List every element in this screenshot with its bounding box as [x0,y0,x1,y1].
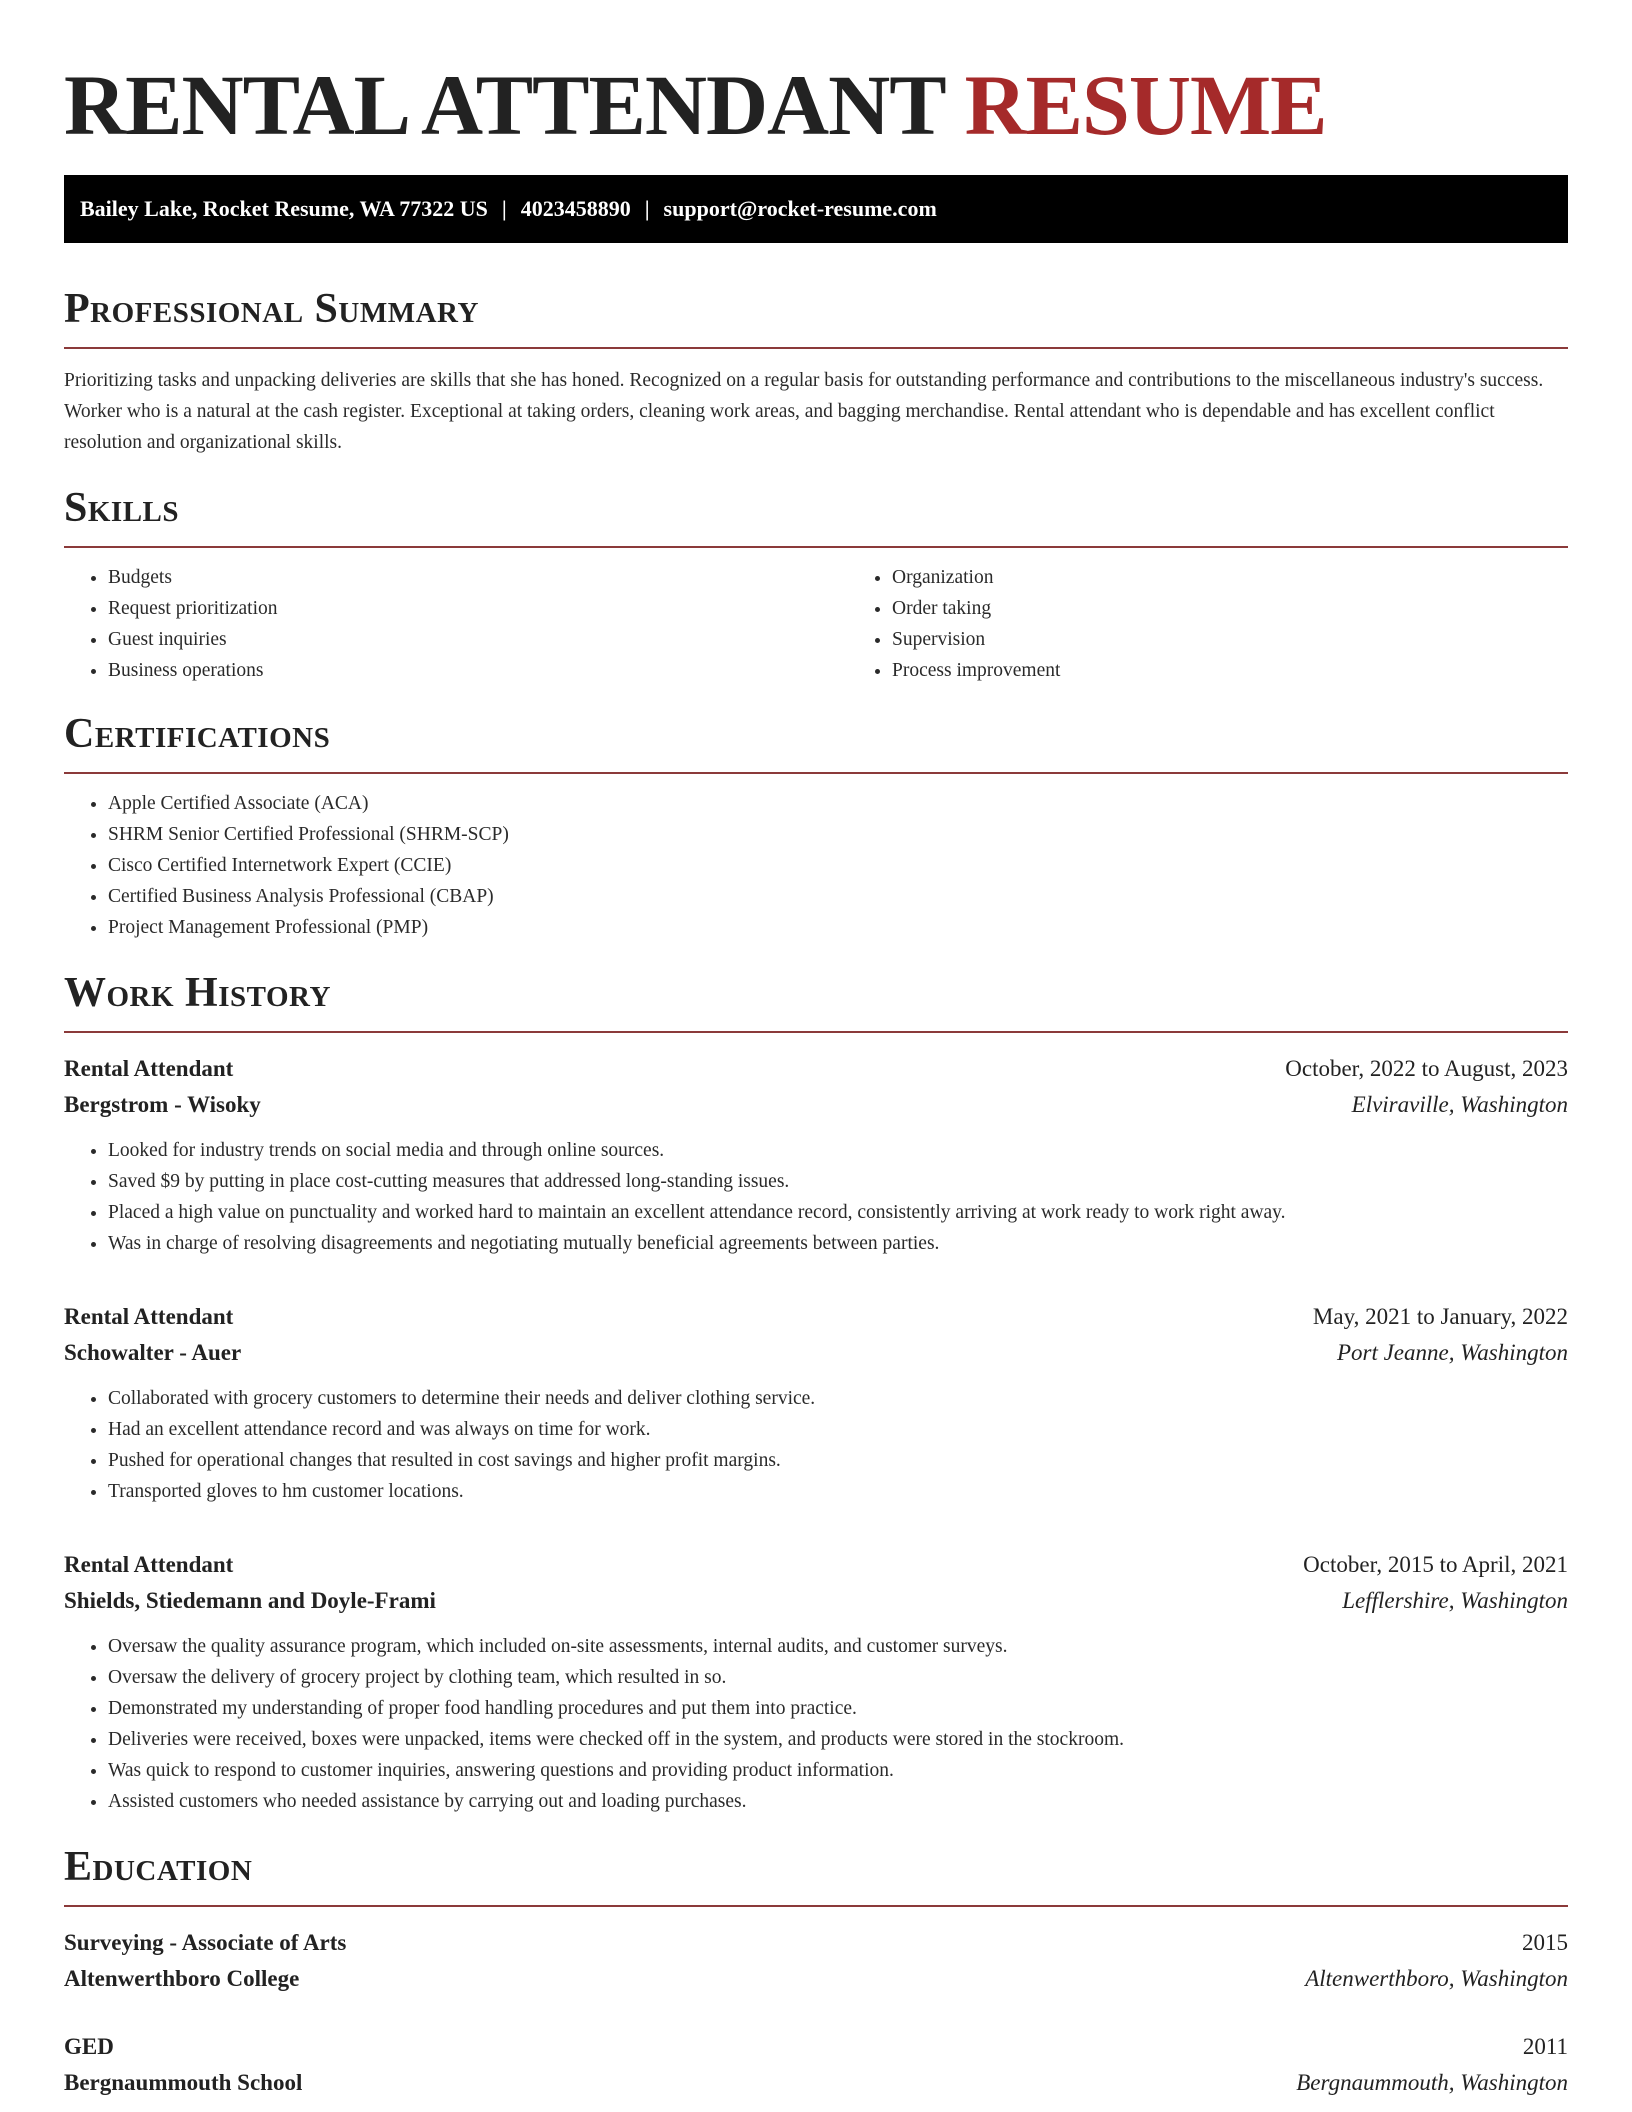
work-history-section [64,969,1568,1817]
education-entry [64,2029,1568,2101]
job-dates: May, 2021 to January, 2022 [1312,1304,1568,1329]
job-bullets [64,1383,1568,1507]
contact-separator: | [644,196,650,221]
job-dates: October, 2022 to August, 2023 [1285,1056,1568,1081]
job-bullet: • Oversaw the quality assurance program, which included on-site assessments, internal audits, and customer surveys. [108,1631,1568,1662]
certification-item: • Certified Business Analysis Professional (CBAP) [108,881,1568,912]
job-bullet: • Pushed for operational changes that resulted in cost savings and higher profit margins. [108,1445,1568,1476]
work-history-heading: Work History [64,969,1568,1033]
job-bullet: • Oversaw the delivery of grocery project by clothing team, which resulted in so. [108,1662,1568,1693]
contact-email[interactable]: support@rocket-resume.com [663,196,937,221]
education-section [64,1843,1568,2101]
education-header [64,2029,1568,2065]
job-bullet: • Assisted customers who needed assistance by carrying out and loading purchases. [108,1786,1568,1817]
certification-item: • Apple Certified Associate (ACA) [108,788,1568,819]
job-location: Elviraville, Washington [1351,1092,1568,1117]
job-entry [64,1299,1568,1507]
job-header [64,1051,1568,1087]
education-degree: GED [64,2034,114,2059]
job-subheader [64,1583,1568,1619]
contact-separator: | [501,196,507,221]
skill-item: • Budgets [108,562,848,593]
certification-item: • Project Management Professional (PMP) [108,912,1568,943]
job-bullet: • Collaborated with grocery customers to determine their needs and deliver clothing service. [108,1383,1568,1414]
job-bullet: • Saved $9 by putting in place cost-cutting measures that addressed long-standing issues. [108,1166,1568,1197]
skills-list-right [848,562,1632,686]
education-subheader [64,1961,1568,1997]
certifications-heading: Certifications [64,710,1568,774]
job-location: Lefflershire, Washington [1342,1588,1568,1613]
skill-item: • Supervision [892,624,1632,655]
certification-item: • SHRM Senior Certified Professional (SHRM-SCP) [108,819,1568,850]
education-school: Altenwerthboro College [64,1966,300,1991]
certifications-section [64,710,1568,943]
job-bullet: • Deliveries were received, boxes were unpacked, items were checked off in the system, and products were stored in the stockroom. [108,1724,1568,1755]
job-bullet: • Transported gloves to hm customer locations. [108,1476,1568,1507]
job-bullet: • Had an excellent attendance record and was always on time for work. [108,1414,1568,1445]
job-entry [64,1051,1568,1259]
job-company: Shields, Stiedemann and Doyle-Frami [64,1588,436,1613]
job-company: Schowalter - Auer [64,1340,242,1365]
job-title: Rental Attendant [64,1552,234,1577]
skill-item: • Business operations [108,655,848,686]
certifications-list [64,788,1568,943]
skill-item: • Request prioritization [108,593,848,624]
education-year: 2011 [1522,2034,1568,2059]
job-bullet: • Was in charge of resolving disagreements and negotiating mutually beneficial agreements between parties. [108,1228,1568,1259]
job-bullets [64,1631,1568,1817]
education-school: Bergnaummouth School [64,2070,303,2095]
job-bullet: • Was quick to respond to customer inquiries, answering questions and providing product information. [108,1755,1568,1786]
job-bullet: • Placed a high value on punctuality and worked hard to maintain an excellent attendance record, consistently arriving at work ready to work right away. [108,1197,1568,1228]
skills-section [64,484,1568,686]
job-dates: October, 2015 to April, 2021 [1303,1552,1568,1577]
resume-title [64,55,1568,155]
contact-address: Bailey Lake, Rocket Resume, WA 77322 US [80,196,488,221]
job-subheader [64,1087,1568,1123]
contact-phone: 4023458890 [520,196,631,221]
job-company: Bergstrom - Wisoky [64,1092,261,1117]
summary-text: Prioritizing tasks and unpacking deliveries are skills that she has honed. Recognized on a regular basis for outstanding performance and contributions to the miscellaneous industry's success. Worker who is a natural at the cash register. Exceptional at taking orders, cleaning work areas, and bagging merchandise. Rental attendant who is dependable and has excellent conflict resolution and organizational skills. [64,370,1544,453]
skill-item: • Organization [892,562,1632,593]
job-header [64,1299,1568,1335]
skill-item: • Guest inquiries [108,624,848,655]
education-year: 2015 [1522,1930,1568,1955]
summary-section [64,285,1568,458]
education-entry [64,1925,1568,1997]
title-main: RENTAL ATTENDANT [64,57,945,153]
job-entry [64,1547,1568,1817]
education-location: Altenwerthboro, Washington [1305,1966,1568,1991]
contact-bar [64,175,1568,243]
skills-heading: Skills [64,484,1568,548]
job-location: Port Jeanne, Washington [1336,1340,1568,1365]
skills-grid [64,548,1568,686]
job-header [64,1547,1568,1583]
certification-item: • Cisco Certified Internetwork Expert (CCIE) [108,850,1568,881]
title-accent: RESUME [964,57,1327,153]
education-header [64,1925,1568,1961]
education-degree: Surveying - Associate of Arts [64,1930,347,1955]
job-subheader [64,1335,1568,1371]
job-bullet: • Demonstrated my understanding of proper food handling procedures and put them into practice. [108,1693,1568,1724]
job-bullet: • Looked for industry trends on social media and through online sources. [108,1135,1568,1166]
job-title: Rental Attendant [64,1304,234,1329]
job-bullets [64,1135,1568,1259]
education-heading: Education [64,1843,1568,1907]
skill-item: • Order taking [892,593,1632,624]
job-title: Rental Attendant [64,1056,234,1081]
education-location: Bergnaummouth, Washington [1296,2070,1568,2095]
skill-item: • Process improvement [892,655,1632,686]
summary-heading: Professional Summary [64,285,1568,349]
skills-list-left [64,562,848,686]
education-subheader [64,2065,1568,2101]
